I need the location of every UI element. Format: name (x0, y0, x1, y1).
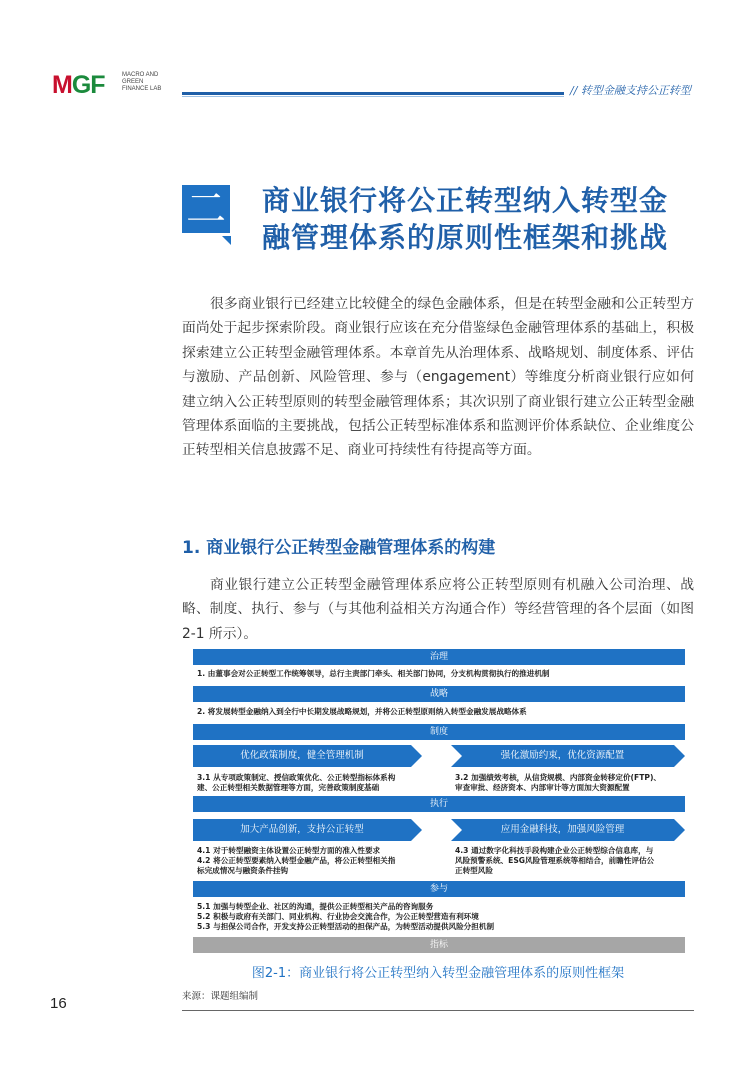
page-number: 16 (50, 995, 67, 1012)
running-title: // 转型金融支持公正转型 (570, 84, 691, 97)
system-left-text: 3.1 从专项政策制定、授信政策优化、公正转型指标体系构 建、公正转型相关数据管理等方面，完善政策制度基础 (197, 773, 396, 792)
participation-text: 5.1 加强与转型企业、社区的沟通，提供公正转型相关产品的咨询服务 5.2 积极与政府有关部门、同业机构、行业协会交流合作，为公正转型营造有利环境 5.3 与担保公司合作，开发支持公正转型活动的担保产品，为转型活动提供风险分担机制 (197, 902, 495, 931)
header-rule (182, 92, 564, 95)
figure-caption: 图2-1：商业银行将公正转型纳入转型金融管理体系的原则性框架 (251, 966, 625, 981)
chapter-box-corner (222, 236, 231, 245)
section-heading: 1. 商业银行公正转型金融管理体系的构建 (182, 538, 496, 558)
execution-right-text: 4.3 通过数字化科技手段构建企业公正转型综合信息库，与 风险预警系统、ESG风险管理系统等相结合，前瞻性评估公 正转型风险 (455, 846, 655, 875)
strategy-text: 2. 将发展转型金融纳入到全行中长期发展战略规划，并将公正转型原则纳入转型金融发展战略体系 (197, 707, 527, 716)
governance-bar: 治理 (193, 649, 685, 665)
strategy-bar: 战略 (193, 686, 685, 702)
execution-bar: 执行 (193, 796, 685, 812)
execution-left-text: 4.1 对于转型融资主体设置公正转型方面的准入性要求 4.2 将公正转型要素纳入转型金融产品，将公正转型相关指 标完成情况与融资条件挂钩 (197, 846, 396, 875)
participation-bar: 参与 (193, 881, 685, 897)
execution-left-arrow: 加大产品创新，支持公正转型 (193, 819, 411, 841)
system-left-arrow: 优化政策制度，健全管理机制 (193, 745, 411, 767)
system-bar: 制度 (193, 724, 685, 740)
indicator-bar: 指标 (193, 937, 685, 953)
system-right-arrow: 强化激励约束，优化资源配置 (451, 745, 674, 767)
header-rule-thin (182, 96, 564, 97)
system-right-text: 3.2 加强绩效考核，从信贷规模、内部资金转移定价(FTP)、 审查审批、经济资本、内部审计等方面加大资源配置 (455, 773, 662, 792)
intro-paragraph: 很多商业银行已经建立比较健全的绿色金融体系，但是在转型金融和公正转型方面尚处于起步探索阶段。商业银行应该在充分借鉴绿色金融管理体系的基础上，积极探索建立公正转型金融管理体系。本章首先从治理体系、战略规划、制度体系、评估与激励、产品创新、风险管理、参与（engagement）等维度分析商业银行应如何建立纳入公正转型原则的转型金融管理体系；其次识别了商业银行建立公正转型金融管理体系面临的主要挑战，包括公正转型标准体系和监测评价体系缺位、企业维度公正转型相关信息披露不足、商业可持续性有待提高等方面。 (182, 296, 694, 459)
chapter-title: 商业银行将公正转型纳入转型金 融管理体系的原则性框架和挑战 (262, 184, 669, 254)
figure-source: 来源：课题组编制 (182, 991, 259, 1002)
governance-text: 1. 由董事会对公正转型工作统筹领导，总行主责部门牵头、相关部门协同，分支机构贯彻执行的推进机制 (197, 669, 550, 678)
execution-right-arrow: 应用金融科技，加强风险管理 (451, 819, 674, 841)
chapter-number: 二 (186, 186, 226, 232)
footer-rule (182, 1010, 694, 1011)
section-paragraph: 商业银行建立公正转型金融管理体系应将公正转型原则有机融入公司治理、战略、制度、执行、参与（与其他利益相关方沟通合作）等经营管理的各个层面（如图 2-1 所示）。 (182, 577, 694, 642)
framework-figure (193, 649, 685, 954)
logo-subtitle: MACRO AND GREEN FINANCE LAB (122, 72, 162, 92)
mgf-logo: MGF (52, 71, 105, 99)
